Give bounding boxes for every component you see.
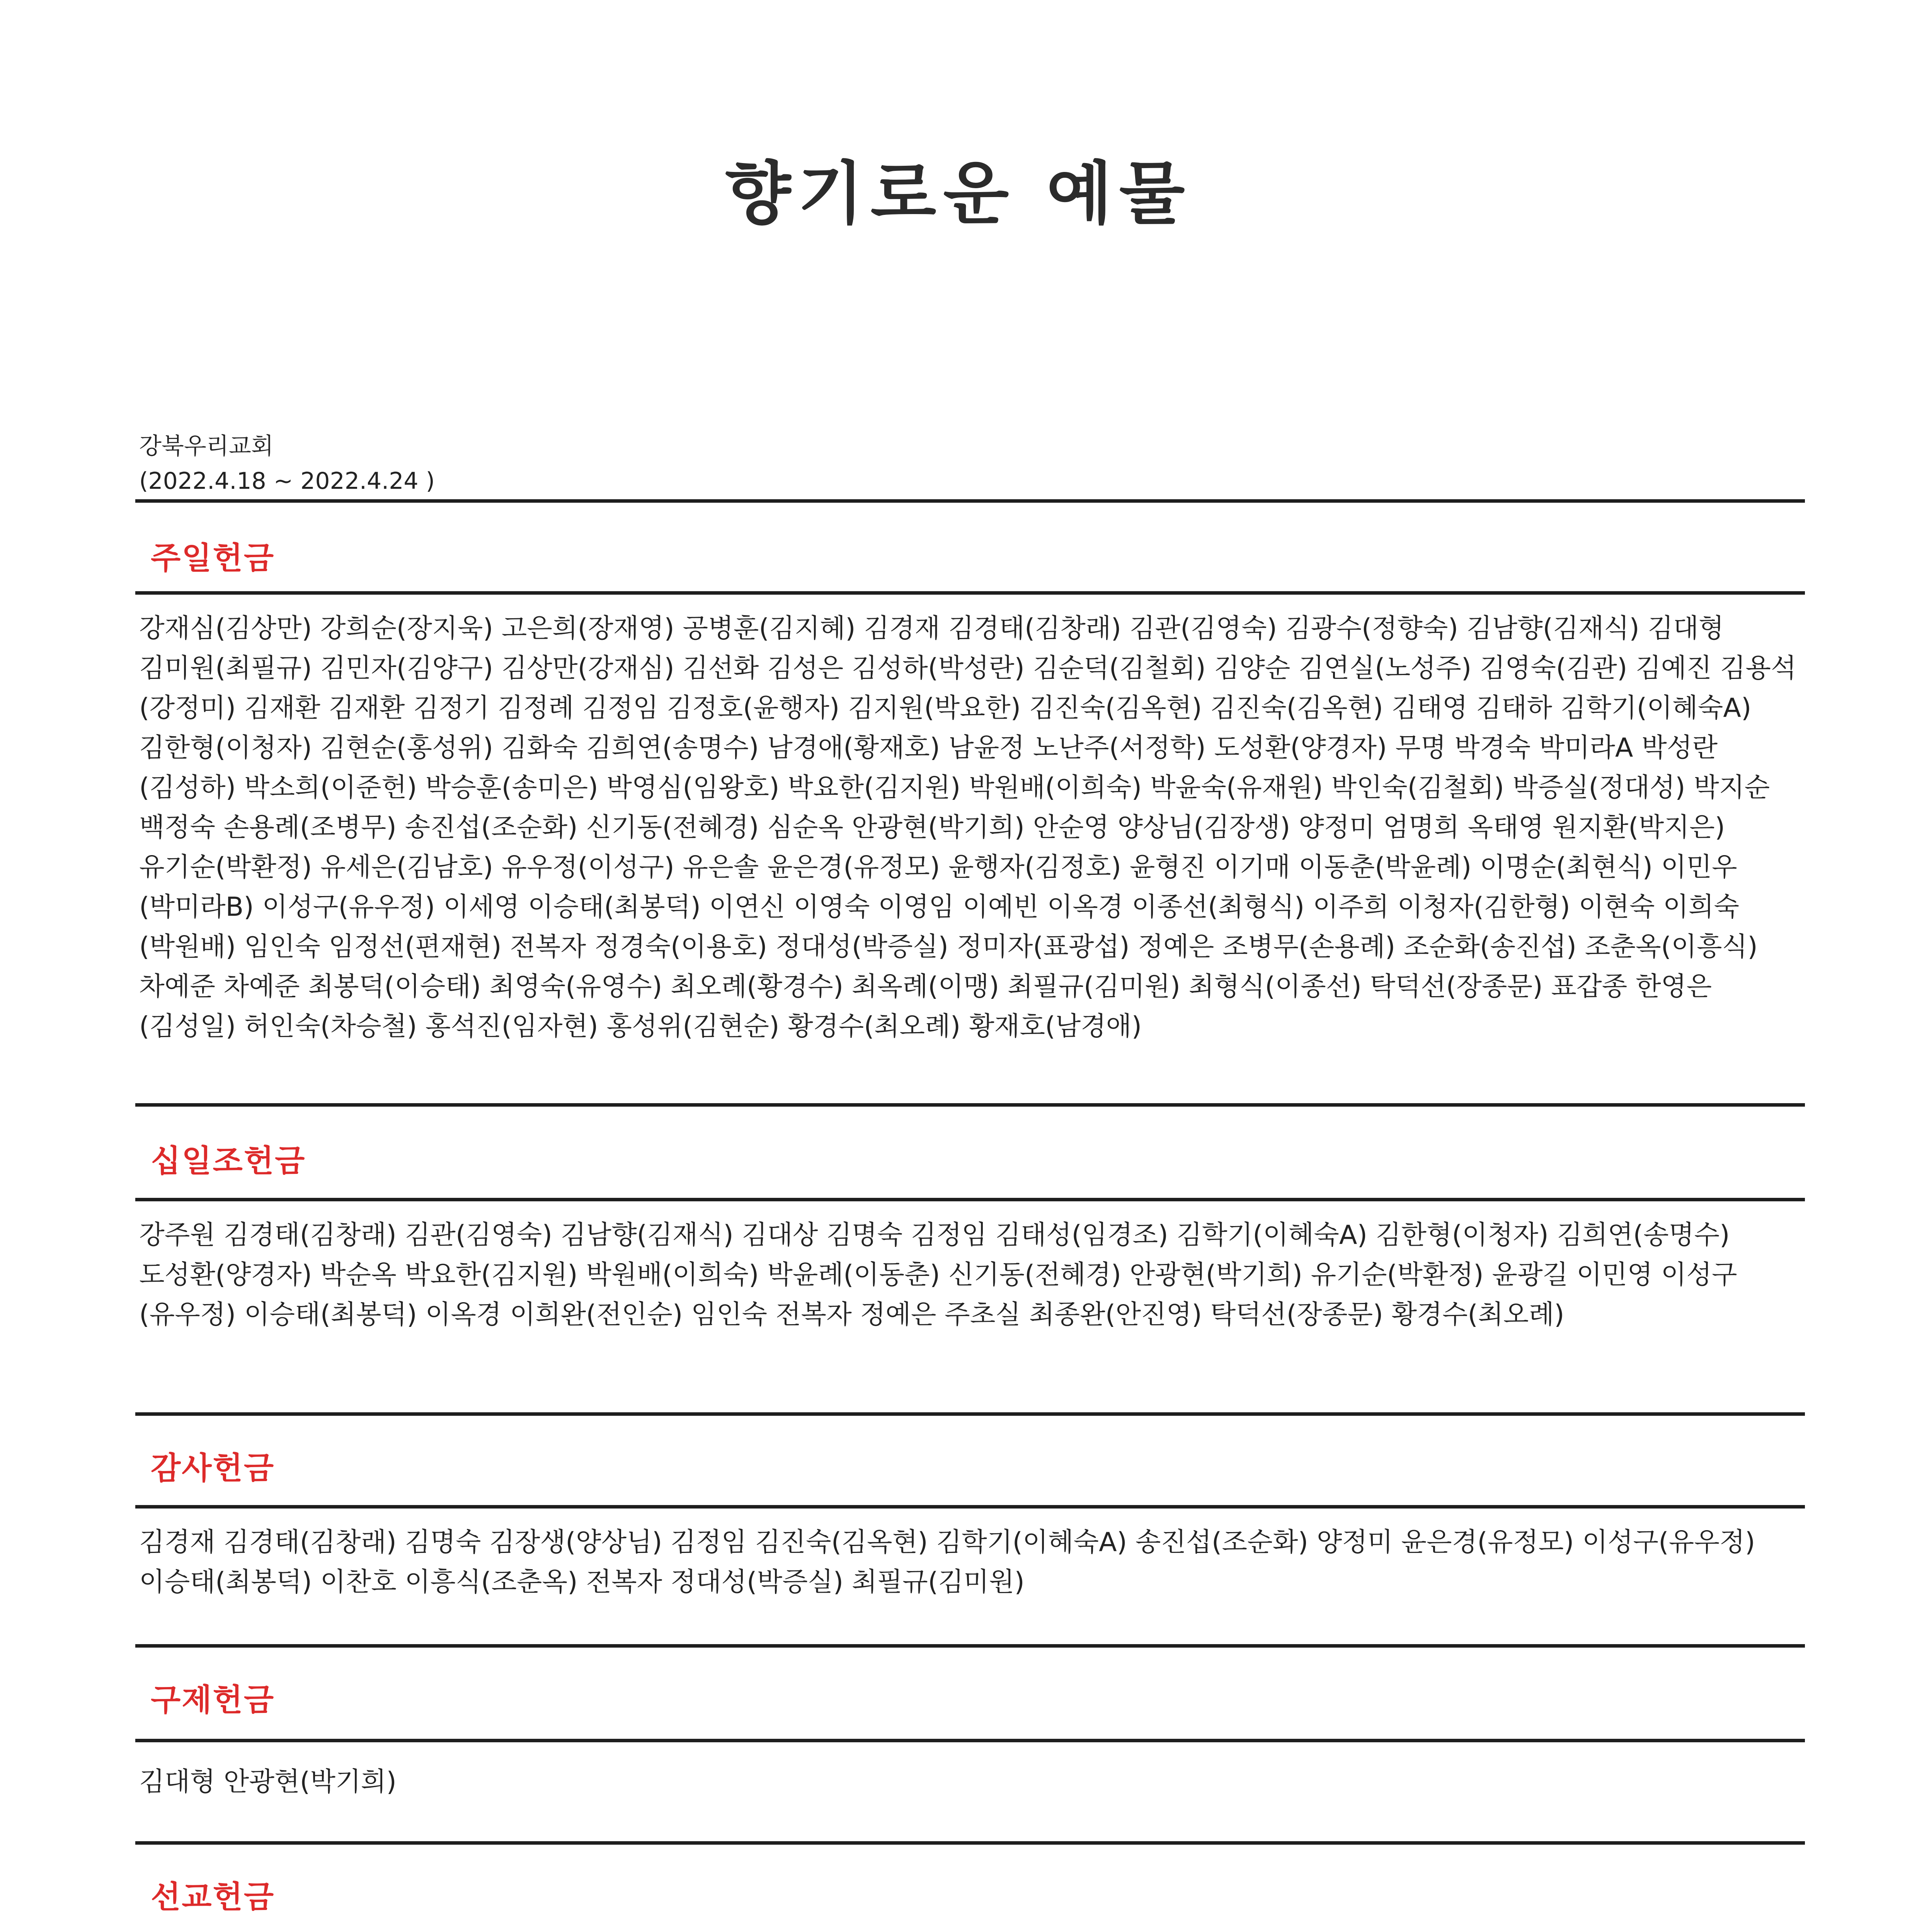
section-divider (135, 1739, 1805, 1742)
section-divider (135, 1412, 1805, 1416)
section-divider (135, 499, 1805, 503)
section-divider (135, 591, 1805, 595)
date-range: (2022.4.18 ~ 2022.4.24 ) (139, 468, 435, 495)
section-body-tithe: 강주원 김경태(김창래) 김관(김영숙) 김남향(김재식) 김대상 김명숙 김정임 김태성(임경조) 김학기(이혜숙A) 김한형(이청자) 김희연(송명수) 도성환(양경자) 박순옥 박요한(김지원) 박원배(이희숙) 박윤례(이동춘) 신기동(전혜경) 안광현(박기희) 유기순(박환정) 윤광길 이민영 이성구(유우정) 이승태(최봉덕) 이옥경 이희완(전인순) 임인숙 전복자 정예은 주초실 최종완(안진영) 탁덕선(장종문) 황경수(최오례) (139, 1220, 1737, 1330)
section-body-sunday: 강재심(김상만) 강희순(장지욱) 고은희(장재영) 공병훈(김지혜) 김경재 김경태(김창래) 김관(김영숙) 김광수(정향숙) 김남향(김재식) 김대형 김미원(최필규) 김민자(김양구) 김상만(강재심) 김선화 김성은 김성하(박성란) 김순덕(김철회) 김양순 김연실(노성주) 김영숙(김관) 김예진 김용석(강정미) 김재환 김재환 김정기 김정례 김정임 김정호(윤행자) 김지원(박요한) 김진숙(김옥현) 김진숙(김옥현) 김태영 김태하 김학기(이혜숙A) 김한형(이청자) 김현순(홍성위) 김화숙 김희연(송명수) 남경애(황재호) 남윤정 노난주(서정학) 도성환(양경자) 무명 박경숙 박미라A 박성란(김성하) 박소희(이준헌) 박승훈(송미은) 박영심(임왕호) 박요한(김지원) 박원배(이희숙) 박윤숙(유재원) 박인숙(김철회) 박증실(정대성) 박지순 백정숙 손용례(조병무) 송진섭(조순화) 신기동(전혜경) 심순옥 안광현(박기희) 안순영 양상님(김장생) 양정미 엄명희 옥태영 원지환(박지은) 유기순(박환정) 유세은(김남호) 유우정(이성구) 유은솔 윤은경(유정모) 윤행자(김정호) 윤형진 이기매 이동춘(박윤례) 이명순(최현식) 이민우(박미라B) 이성구(유우정) 이세영 이승태(최봉덕) 이연신 이영숙 이영임 이예빈 이옥경 이종선(최형식) 이주희 이청자(김한형) 이현숙 이희숙(박원배) 임인숙 임정선(편재현) 전복자 정경숙(이용호) 정대성(박증실) 정미자(표광섭) 정예은 조병무(손용례) 조순화(송진섭) 조춘옥(이흥식) 차예준 차예준 최봉덕(이승태) 최영숙(유영수) 최오례(황경수) 최옥례(이맹) 최필규(김미원) 최형식(이종선) 탁덕선(장종문) 표갑종 한영은(김성일) 허인숙(차승철) 홍석진(임자현) 홍성위(김현순) 황경수(최오례) 황재호(남경애) (139, 613, 1796, 1042)
page-title: 향기로운 예물 (725, 154, 1192, 233)
section-heading-sunday: 주일헌금 (151, 540, 275, 576)
section-heading-thanks: 감사헌금 (151, 1450, 275, 1486)
section-heading-tithe: 십일조헌금 (151, 1143, 306, 1179)
section-body-relief: 김대형 안광현(박기희) (139, 1767, 397, 1797)
church-info (139, 429, 435, 498)
section-divider (135, 1841, 1805, 1845)
section-divider (135, 1103, 1805, 1107)
section-body-thanks: 김경재 김경태(김창래) 김명숙 김장생(양상님) 김정임 김진숙(김옥현) 김학기(이혜숙A) 송진섭(조순화) 양정미 윤은경(유정모) 이성구(유우정) 이승태(최봉덕) 이찬호 이흥식(조춘옥) 전복자 정대성(박증실) 최필규(김미원) (139, 1527, 1755, 1597)
section-heading-relief: 구제헌금 (151, 1682, 275, 1718)
section-heading-mission: 선교헌금 (151, 1879, 275, 1915)
church-name: 강북우리교회 (139, 433, 274, 460)
section-divider (135, 1198, 1805, 1201)
section-divider (135, 1505, 1805, 1509)
section-divider (135, 1644, 1805, 1648)
